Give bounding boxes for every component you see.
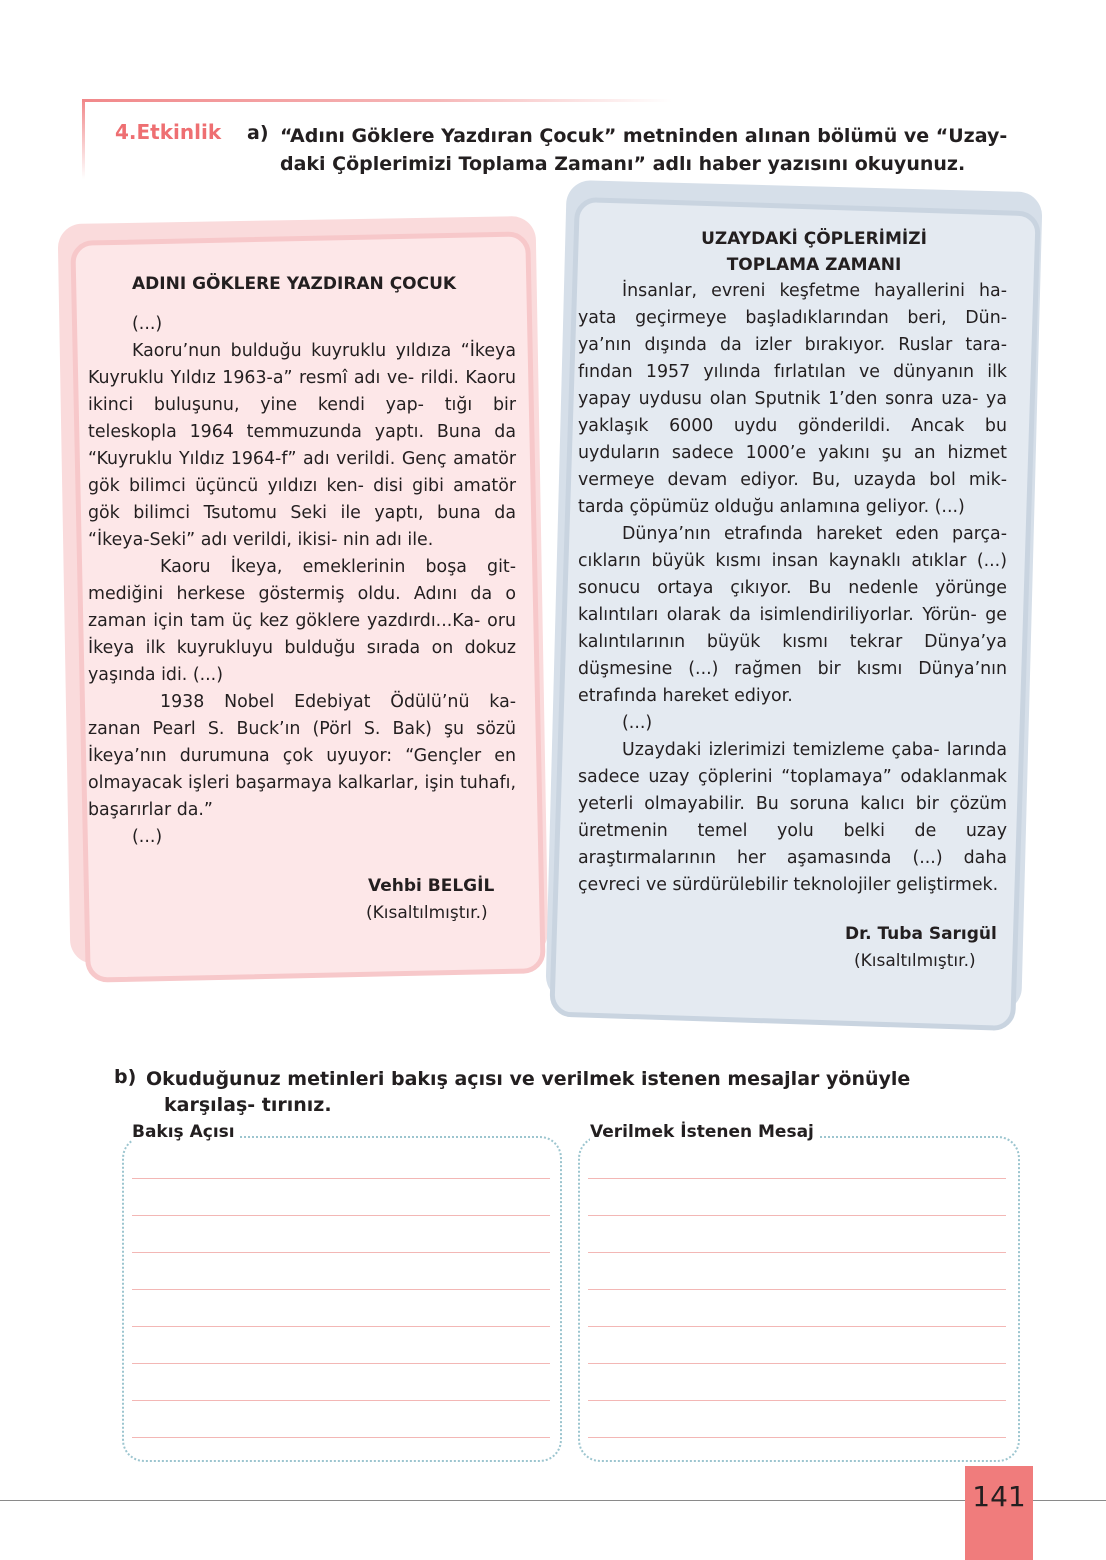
- left-ellipsis-start: (...): [132, 314, 163, 334]
- right-abridged-note: (Kısaltılmıştır.): [854, 951, 976, 971]
- right-title-line-2: TOPLAMA ZAMANI: [726, 255, 902, 275]
- left-text-body: [88, 311, 516, 851]
- message-line-3[interactable]: [588, 1252, 1006, 1253]
- question-a-text: “Adını Göklere Yazdıran Çocuk” metninden alınan bölümü ve “Uzay- daki Çöplerimizi Toplama Zamanı” adlı haber yazısını okuyunuz.: [280, 125, 1008, 175]
- message-line-5[interactable]: [588, 1326, 1006, 1327]
- viewpoint-line-4[interactable]: [132, 1289, 550, 1290]
- left-ellipsis-end: (...): [132, 827, 163, 847]
- footer-line: [0, 1500, 1106, 1501]
- left-paragraph-1: Kaoru’nun bulduğu kuyruklu yıldıza “İkeya Kuyruklu Yıldız 1963-a” resmî adı ve- rildi. Kaoru ikinci buluşunu, yine kendi yap- tığı bir teleskopla 1964 temmuzunda yaptı. Buna da “Kuyruklu Yıldız 1964-f” adı verildi. Genç amatör gök bilimci üçüncü yıldızı ken- disi gibi amatör gök bilimci Tsutomu Seki ile yaptı, buna da “İkeya-Seki” adı verildi, ikisi- nin adı ile.: [88, 341, 516, 550]
- message-line-8[interactable]: [588, 1437, 1006, 1438]
- viewpoint-line-1[interactable]: [132, 1178, 550, 1179]
- right-title-line-1: UZAYDAKİ ÇÖPLERİMİZİ: [701, 229, 927, 249]
- left-author: Vehbi BELGİL: [368, 876, 495, 896]
- right-paragraph-3: Uzaydaki izlerimizi temizleme çaba- larında sadece uzay çöplerini “toplamaya” odaklanmak yeterli olmayabilir. Bu soruna kalıcı bir çözüm üretmenin temel yolu belki de uzay araştırmalarının her aşamasında (...) daha çevreci ve sürdürülebilir teknolojiler geliştirmek.: [578, 740, 1007, 895]
- header-decoration-line: [82, 99, 672, 102]
- right-text-title: [640, 226, 988, 278]
- question-b-text: Okuduğunuz metinleri bakış açısı ve verilmek istenen mesajlar yönüyle karşılaş- tırınız.: [146, 1068, 911, 1116]
- viewpoint-line-7[interactable]: [132, 1400, 550, 1401]
- left-paragraph-2: Kaoru İkeya, emeklerinin boşa git- mediğini herkese göstermiş oldu. Adını da o zaman için tam üç kez göklere yazdırdı...Ka- oru İkeya ilk kuyrukluyu bulduğu sırada on dokuz yaşında idi. (...): [88, 557, 516, 685]
- viewpoint-line-3[interactable]: [132, 1252, 550, 1253]
- message-line-1[interactable]: [588, 1178, 1006, 1179]
- viewpoint-line-8[interactable]: [132, 1437, 550, 1438]
- header-decoration-edge: [82, 99, 85, 179]
- left-text-title: ADINI GÖKLERE YAZDIRAN ÇOCUK: [132, 274, 457, 294]
- message-line-2[interactable]: [588, 1215, 1006, 1216]
- right-paragraph-1: İnsanlar, evreni keşfetme hayallerini ha- yata geçirmeye başladıklarından beri, Dün- ya’nın dışında da izler bırakıyor. Ruslar tara- fından 1957 yılında fırlatılan ve dünyanın ilk yapay uydusu olan Sputnik 1’den sonra uza- ya yaklaşık 6000 uydu gönderildi. Ancak bu uyduların sadece 1000’e yakını şu an hizmet vermeye devam ediyor. Bu, uzayda bol mik- tarda çöpümüz olduğu anlamına geliyor. (...): [578, 281, 1007, 517]
- message-answer-box: [578, 1136, 1020, 1462]
- message-line-7[interactable]: [588, 1400, 1006, 1401]
- page-number: 141: [972, 1480, 1026, 1513]
- viewpoint-line-2[interactable]: [132, 1215, 550, 1216]
- activity-label: 4.Etkinlik: [115, 120, 222, 144]
- message-label: Verilmek İstenen Mesaj: [590, 1122, 818, 1142]
- right-ellipsis: (...): [622, 713, 653, 733]
- right-text-body: [578, 278, 1007, 899]
- viewpoint-line-5[interactable]: [132, 1326, 550, 1327]
- viewpoint-answer-box: [122, 1136, 562, 1462]
- question-b-marker: b): [114, 1066, 137, 1088]
- left-paragraph-3: 1938 Nobel Edebiyat Ödülü’nü ka- zanan Pearl S. Buck’ın (Pörl S. Bak) şu sözü İkeya’nın durumuna çok uyuyor: “Gençler en olmayacak işleri başarmaya kalkarlar, işin tuhafı, başarırlar da.”: [88, 692, 516, 820]
- viewpoint-line-6[interactable]: [132, 1363, 550, 1364]
- right-paragraph-2: Dünya’nın etrafında hareket eden parça- cıkların büyük kısmı insan kaynaklı atıklar (...) sonucu ortaya çıkıyor. Bu nedenle yörünge kalıntıları olarak da isimlendiriliyorlar. Yörün- ge kalıntılarının büyük kısmı tekrar Dünya’ya düşmesine (...) rağmen bir kısmı Dünya’nın etrafında hareket ediyor.: [578, 524, 1007, 706]
- viewpoint-label: Bakış Açısı: [132, 1122, 239, 1142]
- message-line-6[interactable]: [588, 1363, 1006, 1364]
- question-a-marker: a): [247, 122, 269, 144]
- message-line-4[interactable]: [588, 1289, 1006, 1290]
- right-author: Dr. Tuba Sarıgül: [845, 924, 997, 944]
- left-abridged-note: (Kısaltılmıştır.): [366, 903, 488, 923]
